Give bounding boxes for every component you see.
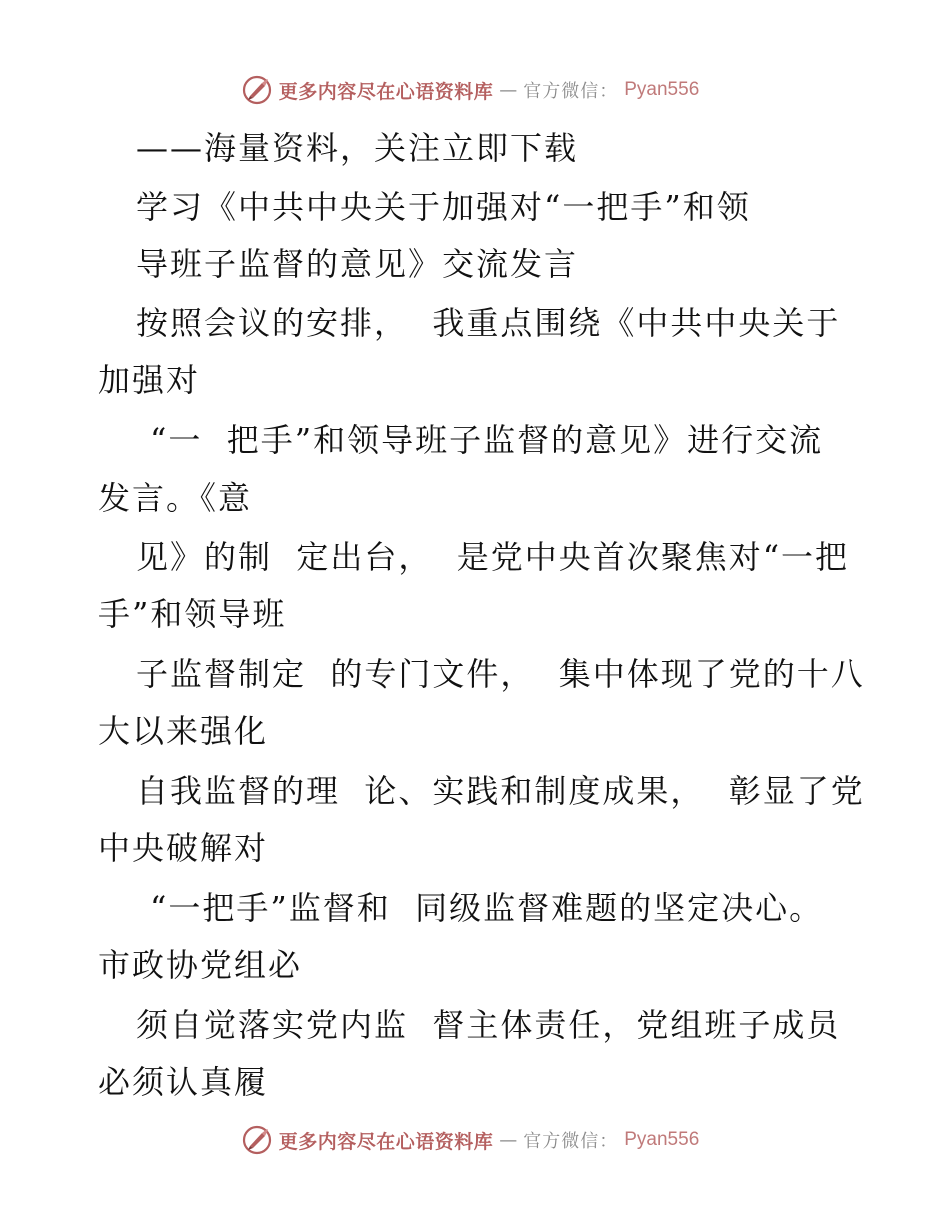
header-wechat-label: 官方微信： xyxy=(523,81,619,102)
body-line-6: “一 把手”和领导班子监督的意见》进行交流 xyxy=(150,421,824,459)
body-line-7: 发言。《意 xyxy=(98,479,253,517)
body-line-15: 市政协党组必 xyxy=(98,946,303,984)
body-line-4: 按照会议的安排， 我重点围绕《中共中央关于 xyxy=(136,304,841,342)
body-line-14: “一把手”监督和 同级监督难题的坚定决心。 xyxy=(150,889,824,927)
body-line-3: 导班子监督的意见》交流发言 xyxy=(136,245,579,283)
footer-banner-text: 更多内容尽在心语资料库 xyxy=(278,1130,494,1153)
body-line-2: 学习《中共中央关于加强对“一把手”和领 xyxy=(136,188,751,226)
body-line-17: 必须认真履 xyxy=(98,1063,269,1101)
header-banner-dash: — xyxy=(499,79,518,101)
footer-wechat-id: Pyan556 xyxy=(624,1129,700,1150)
body-line-1: ——海量资料，关注立即下载 xyxy=(136,129,579,167)
body-line-9: 手”和领导班 xyxy=(98,595,287,633)
body-line-5: 加强对 xyxy=(98,361,201,399)
body-line-12: 自我监督的理 论、实践和制度成果， 彰显了党 xyxy=(136,772,865,810)
footer-banner xyxy=(0,1120,950,1160)
header-wechat-id: Pyan556 xyxy=(624,79,700,100)
header-banner-text: 更多内容尽在心语资料库 xyxy=(278,80,494,103)
body-line-10: 子监督制定 的专门文件， 集中体现了党的十八 xyxy=(136,655,865,693)
footer-banner-dash: — xyxy=(499,1129,518,1151)
body-line-16: 须自觉落实党内监 督主体责任，党组班子成员 xyxy=(136,1006,841,1044)
footer-banner-inner xyxy=(241,1124,700,1156)
body-line-8: 见》的制 定出台， 是党中央首次聚焦对“一把 xyxy=(136,538,850,576)
footer-wechat-label: 官方微信： xyxy=(523,1131,619,1152)
quill-pen-logo-icon xyxy=(241,1124,273,1156)
body-line-13: 中央破解对 xyxy=(98,829,269,867)
body-line-11: 大以来强化 xyxy=(98,712,269,750)
